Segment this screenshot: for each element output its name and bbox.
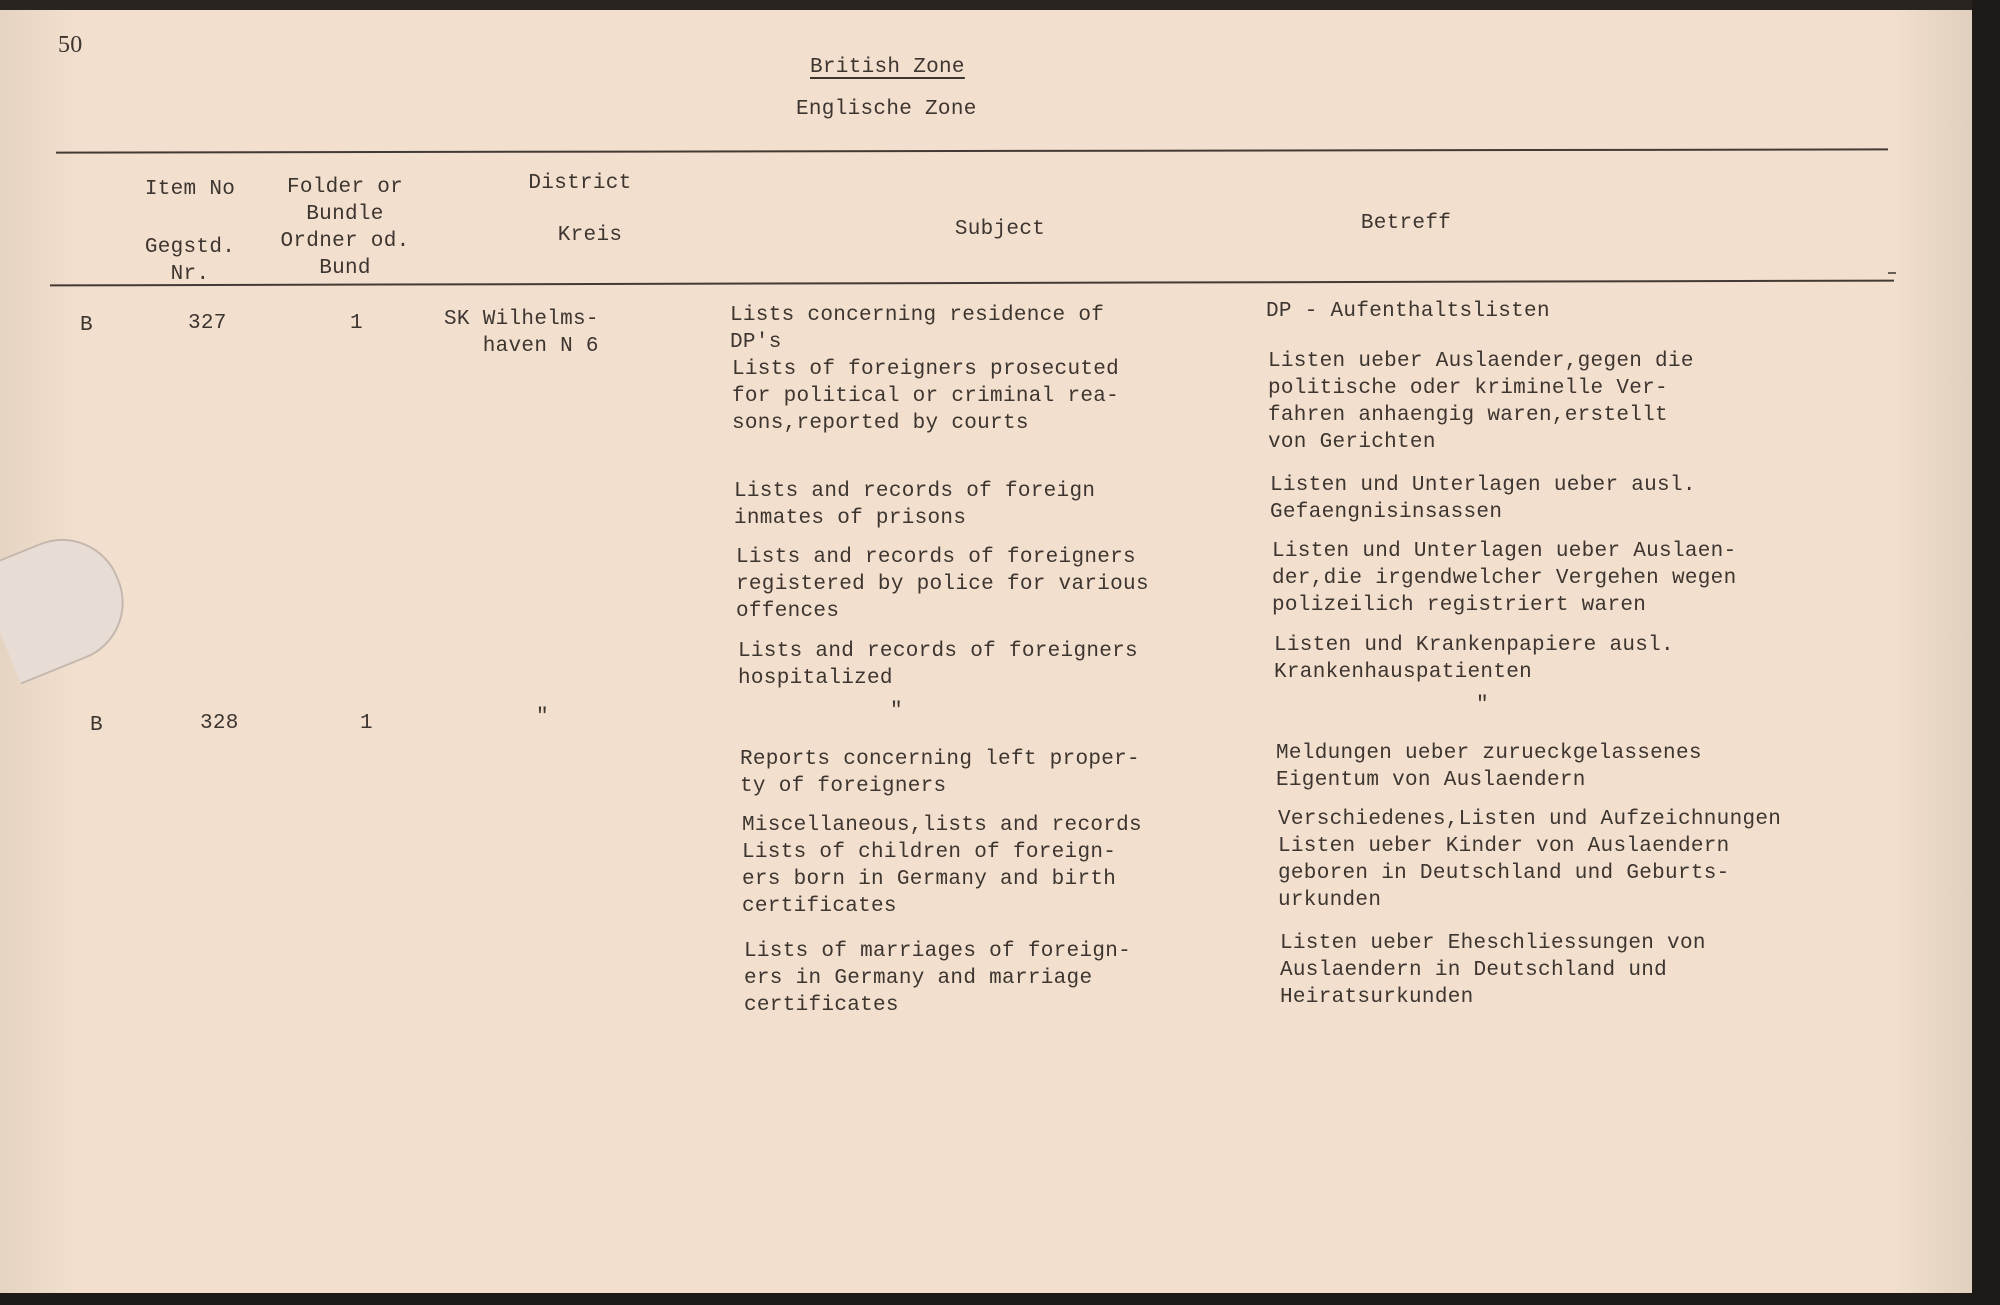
header-district-de: Kreis [557, 224, 623, 247]
betreff-ditto: " [1476, 694, 1489, 717]
row-letter: B [80, 314, 93, 337]
subject-entry: Lists and records of foreigners hospitalized [738, 640, 1138, 690]
header-item-no-de: Gegstd. Nr. [144, 236, 236, 286]
betreff-entry: Meldungen ueber zurueckgelassenes Eigentum von Auslaendern [1276, 742, 1702, 792]
scan-edge-right [1972, 0, 2000, 1305]
subject-entry: Reports concerning left proper- ty of foreigners [740, 748, 1140, 798]
subject-ditto: " [890, 700, 903, 723]
header-item-no: Item No [144, 178, 236, 201]
betreff-entry: Listen und Unterlagen ueber Auslaen- der,die irgendwelcher Vergehen wegen polizeilich registriert waren [1272, 540, 1737, 617]
paper-clip-tab [0, 521, 142, 685]
row-folder: 1 [360, 712, 373, 735]
subject-entry: Lists of marriages of foreign- ers in Germany and marriage certificates [744, 940, 1132, 1017]
betreff-entry: Listen und Krankenpapiere ausl. Krankenhauspatienten [1274, 634, 1674, 684]
row-letter: B [90, 714, 103, 737]
header-folder-de: Ordner od. Bund [280, 230, 410, 280]
scan-edge-bottom [0, 1293, 2000, 1305]
subject-entry: Lists and records of foreign inmates of prisons [734, 480, 1096, 530]
header-subject: Subject [954, 218, 1046, 241]
rule-tick [1888, 272, 1896, 274]
subject-entry: Lists concerning residence of DP's [730, 304, 1105, 354]
header-district: District [528, 172, 632, 195]
subject-entry: Lists of foreigners prosecuted for political or criminal rea- sons,reported by courts [732, 358, 1120, 435]
row-item-no: 328 [200, 712, 239, 735]
page-subtitle: Englische Zone [796, 98, 977, 121]
subject-entry: Miscellaneous,lists and records Lists of children of foreign- ers born in Germany and birth certificates [742, 814, 1142, 918]
betreff-entry: DP - Aufenthaltslisten [1266, 300, 1550, 323]
row-district-ditto: " [536, 706, 549, 729]
row-item-no: 327 [188, 312, 227, 335]
header-top-rule [56, 148, 1888, 153]
row-folder: 1 [350, 312, 363, 335]
page-title: British Zone [810, 56, 965, 79]
betreff-entry: Listen und Unterlagen ueber ausl. Gefaengnisinsassen [1270, 474, 1696, 524]
page-number: 50 [58, 32, 83, 58]
ledger-page [0, 10, 1972, 1295]
row-district: SK Wilhelms- haven N 6 [444, 308, 599, 358]
subject-entry: Lists and records of foreigners registered by police for various offences [736, 546, 1149, 623]
header-betreff: Betreff [1360, 212, 1452, 235]
betreff-entry: Listen ueber Auslaender,gegen die politische oder kriminelle Ver- fahren anhaengig waren,erstellt von Gerichten [1268, 350, 1694, 454]
betreff-entry: Listen ueber Eheschliessungen von Auslaendern in Deutschland und Heiratsurkunden [1280, 932, 1706, 1009]
header-folder: Folder or Bundle [286, 176, 404, 226]
betreff-entry: Verschiedenes,Listen und Aufzeichnungen Listen ueber Kinder von Auslaendern geboren in Deutschland und Geburts- urkunden [1278, 808, 1782, 912]
